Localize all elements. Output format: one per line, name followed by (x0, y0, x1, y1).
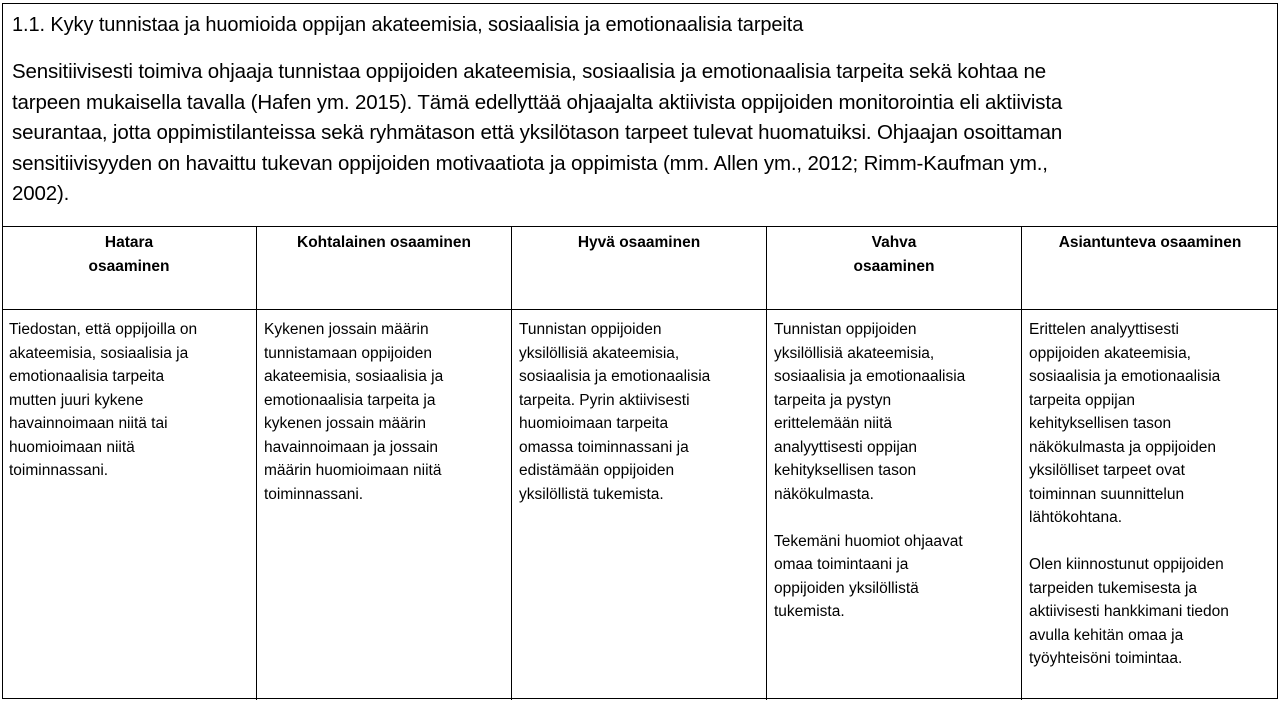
column-header-line: osaaminen (88, 258, 170, 275)
rubric-line: Tunnistan oppijoiden (519, 321, 662, 338)
column-header-line: Vahva (871, 234, 917, 251)
column-header-hyva (512, 227, 767, 310)
section-body-line: tarpeen mukaisella tavalla (Hafen ym. 2015). Tämä edellyttää ohjaajalta aktiivista oppijoiden monitorointia eli aktiivista (12, 90, 1063, 114)
rubric-cell-kohtalainen (257, 310, 512, 700)
rubric-line: sosiaalisia ja emotionaalisia (1029, 368, 1221, 385)
rubric-line: lähtökohtana. (1029, 509, 1123, 526)
section-body-line: seurantaa, jotta oppimistilanteissa sekä ryhmätason että yksilötason tarpeet tulevat huomatuiksi. Ohjaajan osoittaman (12, 121, 1063, 144)
rubric-paragraph (9, 318, 250, 483)
rubric-line: akateemisia, sosiaalisia ja (264, 368, 444, 385)
rubric-line: omassa toiminnassani ja (519, 438, 689, 456)
rubric-line: tarpeita oppijan (1029, 391, 1135, 409)
rubric-cell-hatara (2, 310, 257, 700)
column-header-line: osaaminen (853, 258, 935, 275)
rubric-line: kykenen jossain määrin (264, 415, 426, 432)
rubric-line: havainnoimaan ja jossain (264, 438, 439, 456)
rubric-line: erittelemään niitä (774, 415, 893, 432)
rubric-line: näkökulmasta ja oppijoiden (1029, 438, 1216, 456)
rubric-table (2, 226, 1278, 699)
rubric-line: emotionaalisia tarpeita ja (264, 391, 436, 409)
rubric-line: avulla kehitän omaa ja (1029, 626, 1184, 644)
rubric-paragraph (519, 318, 760, 506)
rubric-paragraph (264, 318, 505, 506)
section-body (12, 57, 1268, 210)
column-header-kohtalainen (257, 227, 512, 310)
rubric-line: oppijoiden akateemisia, (1029, 344, 1191, 362)
rubric-line: analyyttisesti oppijan (774, 438, 918, 456)
rubric-line: yksilöllisiä akateemisia, (774, 344, 935, 362)
column-header-asiantunteva (1022, 227, 1278, 310)
rubric-line: kehityksellisen tason (1029, 415, 1172, 432)
rubric-line: aktiivisesti hankkimani tiedon (1029, 603, 1229, 620)
column-header-line: Hatara (104, 234, 154, 251)
rubric-cell-vahva (767, 310, 1022, 700)
rubric-cell-asiantunteva (1022, 310, 1278, 700)
rubric-line: Tekemäni huomiot ohjaavat (774, 532, 963, 550)
section-title: 1.1. Kyky tunnistaa ja huomioida oppijan akateemisia, sosiaalisia ja emotionaalisia tarpeita (12, 14, 804, 36)
rubric-paragraph (1029, 318, 1272, 530)
rubric-line: tarpeita. Pyrin aktiivisesti (519, 391, 690, 409)
rubric-line: tarpeita ja pystyn (774, 391, 892, 409)
rubric-line: havainnoimaan niitä tai (9, 415, 168, 432)
rubric-line: Olen kiinnostunut oppijoiden (1029, 556, 1224, 573)
section-body-line: sensitiivisyyden on havaittu tukevan oppijoiden motivaatiota ja oppimista (mm. Allen ym., 2012; Rimm-Kaufman ym., (12, 151, 1048, 175)
rubric-line: akateemisia, sosiaalisia ja (9, 344, 189, 362)
rubric-line: yksilöllistä tukemista. (519, 485, 664, 503)
rubric-line: toiminnassani. (9, 462, 109, 479)
rubric-line: Erittelen analyyttisesti (1029, 321, 1179, 338)
rubric-line: emotionaalisia tarpeita (9, 368, 165, 385)
rubric-line: Tunnistan oppijoiden (774, 321, 917, 338)
rubric-line: määrin huomioimaan niitä (264, 462, 442, 479)
section-body-line: Sensitiivisesti toimiva ohjaaja tunnistaa oppijoiden akateemisia, sosiaalisia ja emotionaalisia tarpeita sekä kohtaa ne (12, 60, 1046, 83)
rubric-cell-hyva (512, 310, 767, 700)
rubric-paragraph (774, 318, 1015, 506)
rubric-line: työyhteisöni toimintaa. (1029, 650, 1183, 667)
rubric-line: Kykenen jossain määrin (264, 321, 429, 338)
rubric-line: huomioimaan niitä (9, 438, 135, 456)
rubric-line: yksilölliset tarpeet ovat (1029, 462, 1185, 479)
rubric-line: omaa toimintaani ja (774, 556, 909, 573)
column-header-line: Kohtalainen osaaminen (297, 234, 471, 251)
rubric-line: edistämään oppijoiden (519, 462, 675, 479)
column-header-line: Asiantunteva osaaminen (1058, 234, 1242, 251)
rubric-line: oppijoiden yksilöllistä (774, 579, 919, 597)
rubric-line: mutten juuri kykene (9, 391, 144, 409)
rubric-line: huomioimaan tarpeita (519, 415, 669, 432)
rubric-line: sosiaalisia ja emotionaalisia (774, 368, 966, 385)
column-header-line: Hyvä osaaminen (577, 234, 701, 251)
rubric-line: tukemista. (774, 603, 845, 620)
rubric-line: toiminnassani. (264, 485, 364, 503)
section-body-line: 2002). (12, 182, 70, 205)
rubric-line: Tiedostan, että oppijoilla on (9, 321, 198, 338)
column-header-hatara (2, 227, 257, 310)
rubric-line: yksilöllisiä akateemisia, (519, 344, 680, 362)
rubric-line: kehityksellisen tason (774, 462, 917, 479)
rubric-paragraph (774, 530, 1015, 624)
rubric-line: sosiaalisia ja emotionaalisia (519, 368, 711, 385)
rubric-line: tarpeiden tukemisesta ja (1029, 579, 1198, 597)
rubric-paragraph (1029, 553, 1272, 671)
rubric-line: näkökulmasta. (774, 485, 874, 503)
rubric-line: toiminnan suunnittelun (1029, 485, 1185, 503)
column-header-vahva (767, 227, 1022, 310)
rubric-line: tunnistamaan oppijoiden (264, 344, 433, 362)
section-intro (2, 3, 1278, 226)
